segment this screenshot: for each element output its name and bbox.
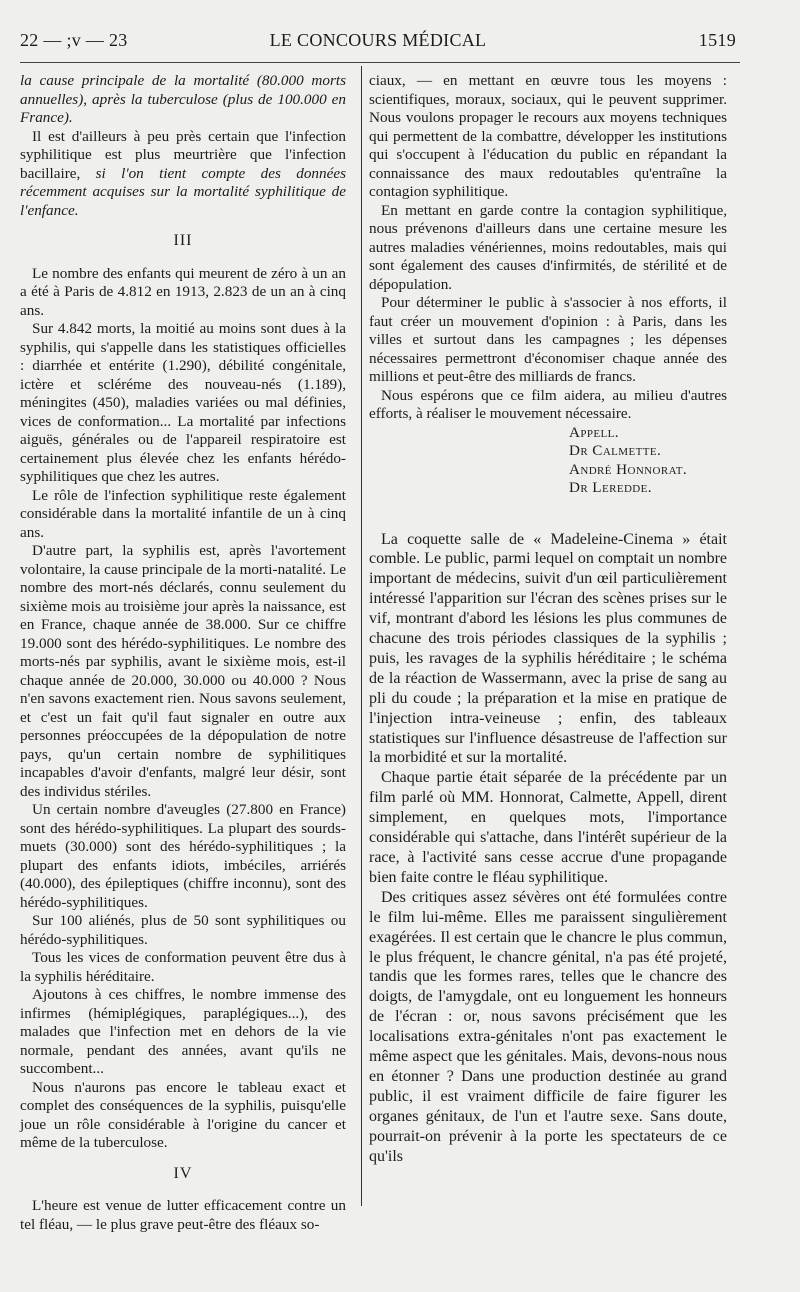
paragraph: Sur 4.842 morts, la moitié au moins sont dues à la syphilis, qui s'appelle dans les statistiques officielles : diarrhée et entérite (1.290), débilité congénitale, ictère et scléréme des nouveau-nés (1.189), méningites (450), maladies variées ou mal définies, vices de conformation... La mortalité par infections aiguës, générales ou de l'appareil respiratoire est certainement plus élevée chez les enfants hérédo-syphilitiques que chez les autres. xyxy=(20,320,346,485)
paragraph: En mettant en garde contre la contagion syphilitique, nous prévenons d'ailleurs dans une certaine mesure les autres maladies vénériennes, moins redoutables, mais qui sont également des causes d'infirmités, de stérilité et de dépopulation. xyxy=(369,201,727,293)
signature: Dr Leredde. xyxy=(569,479,652,496)
left-column xyxy=(20,72,346,1234)
paragraph-italic: si l'on tient compte des données récemment acquises sur la mortalité syphilitique de l'enfance. xyxy=(20,164,346,219)
paragraph: Le rôle de l'infection syphilitique reste également considérable dans la mortalité infantile de un à cinq ans. xyxy=(20,486,346,541)
paragraph: Sur 100 aliénés, plus de 50 sont syphilitiques ou hérédo-syphilitiques. xyxy=(20,912,346,948)
header-rule xyxy=(20,62,740,63)
paragraph: Tous les vices de conformation peuvent être dus à la syphilis héréditaire. xyxy=(20,949,346,985)
paragraph-text: Il est d'ailleurs à peu près certain que l'infection syphilitique est plus meurtrière que l'infection bacillaire, xyxy=(20,127,346,182)
paragraph: La coquette salle de « Madeleine-Cinema » était comble. Le public, parmi lequel on comptait un nombre important de médecins, suivit d'un œil particulièrement intéressé l'apparition sur l'écran des scènes prises sur le vif, montrant d'abord les lésions les plus communes de chacune des trois périodes classiques de la syphilis ; puis, les ravages de la syphilis héréditaire ; le schéma de la réaction de Wassermann, avec la prise de sang au pli du coude ; la préparation et la mise en pratique de l'injection intra-veineuse ; enfin, des tableaux statistiques sur l'influence désastreuse de l'affection sur la morbidité et sur la mortalité. xyxy=(369,530,727,767)
paragraph: la cause principale de la mortalité (80.000 morts annuelles), après la tuberculose (plus de 100.000 en France). xyxy=(20,72,346,126)
paragraph: Des critiques assez sévères ont été formulées contre le film lui-même. Elles me paraissent singulièrement exagérées. Il est certain que le chancre le plus commun, le plus fréquent, le chancre génital, n'a pas été projeté, tandis que les formes rares, telles que le chancre des doigts, de l'amygdale, ont eu longuement les honneurs de l'écran : or, nous savons précisément que les localisations extra-génitales n'ont pas exactement le même aspect que les génitales. Mais, devons-nous nous en étonner ? Dans une production destinée au grand public, il est vraiment difficile de faire figurer les organes génitaux, de l'un et l'autre sexe. Sans doute, pourrait-on prévenir à la porte les spectateurs de ce qu'ils xyxy=(369,888,727,1165)
paragraph: Chaque partie était séparée de la précédente par un film parlé où MM. Honnorat, Calmette, Appell, dirent simplement, en quelques mots, l'importance considérable qui s'attache, dans l'intérêt supérieur de la race, à l'activité sans cesse accrue d'une propagande bien faite contre le fléau syphilitique. xyxy=(369,769,727,886)
journal-title: LE CONCOURS MÉDICAL xyxy=(269,30,487,50)
issue-number: 22 — ;v — 23 xyxy=(20,30,128,50)
paragraph: ciaux, — en mettant en œuvre tous les moyens : scientifiques, moraux, sociaux, qui le peuvent supprimer. Nous voulons propager le recours aux moyens techniques qui permettent de la combattre, développer les institutions qui s'occupent à l'éducation du public en répandant la connaissance des maux redoutables qu'entraîne la contagion syphilitique. xyxy=(369,72,727,200)
paragraph: D'autre part, la syphilis est, après l'avortement volontaire, la cause principale de la morti-natalité. Le nombre des mort-nés déclarés, connu seulement du sixième mois au troisième jour après la naissance, est en France, chaque année de 38.000. Sur ce chiffre 19.000 sont des hérédo-syphilitiques. Le nombre des morts-nés par syphilis, avant le sixième mois, est-il chaque année de 20.000, 30.000 ou 40.000 ? Nous n'en savons exactement rien. Nous savons seulement, et c'est un fait qu'il faut signaler en outre aux personnes préoccupées de la dépopulation de notre pays, qu'un certain nombre de syphilitiques incapables d'avoir d'enfants, malgré leur désir, sont des individus stériles. xyxy=(20,542,346,800)
page-header xyxy=(20,30,736,54)
paragraph: Pour déterminer le public à s'associer à nos efforts, il faut créer un mouvement d'opinion : à Paris, dans les villes et surtout dans les campagnes ; les dépenses nécessaires permettront d'économiser chaque année des millions et peut-être des milliards de francs. xyxy=(369,294,727,385)
page-number: 1519 xyxy=(698,30,736,50)
paragraph: Nous espérons que ce film aidera, au milieu d'autres efforts, à réaliser le mouvement nécessaire. xyxy=(369,386,727,422)
paragraph: L'heure est venue de lutter efficacement contre un tel fléau, — le plus grave peut-être des fléaux so- xyxy=(20,1197,346,1233)
paragraph: Le nombre des enfants qui meurent de zéro à un an a été à Paris de 4.812 en 1913, 2.823 de un an à cinq ans. xyxy=(20,264,346,319)
section-heading-3: III xyxy=(173,232,193,249)
section-heading-4: IV xyxy=(173,1164,193,1182)
spacer xyxy=(369,498,727,530)
paragraph xyxy=(20,128,346,221)
column-divider xyxy=(361,66,362,1206)
signature: Appell. xyxy=(569,423,619,441)
paragraph: Ajoutons à ces chiffres, le nombre immense des infirmes (hémiplégiques, paraplégiques...), des malades que l'infection met en dehors de la vie normale, pendant des années, avant qu'ils ne succombent... xyxy=(20,986,346,1077)
signature: André Honnorat. xyxy=(569,460,688,478)
signature: Dr Calmette. xyxy=(569,442,662,459)
paragraph: Un certain nombre d'aveugles (27.800 en France) sont des hérédo-syphilitiques. La plupart des sourds-muets (30.000) sont des hérédo-syphilitiques ; la plupart des enfants idiots, imbéciles, arriérés (40.000), des épileptiques (chiffre inconnu), sont des hérédo-syphilitiques. xyxy=(20,801,346,911)
right-column xyxy=(369,72,727,1167)
paragraph: Nous n'aurons pas encore le tableau exact et complet des conséquences de la syphilis, puisqu'elle joue un rôle considérable à l'origine du cancer et même de la tuberculose. xyxy=(20,1078,346,1151)
